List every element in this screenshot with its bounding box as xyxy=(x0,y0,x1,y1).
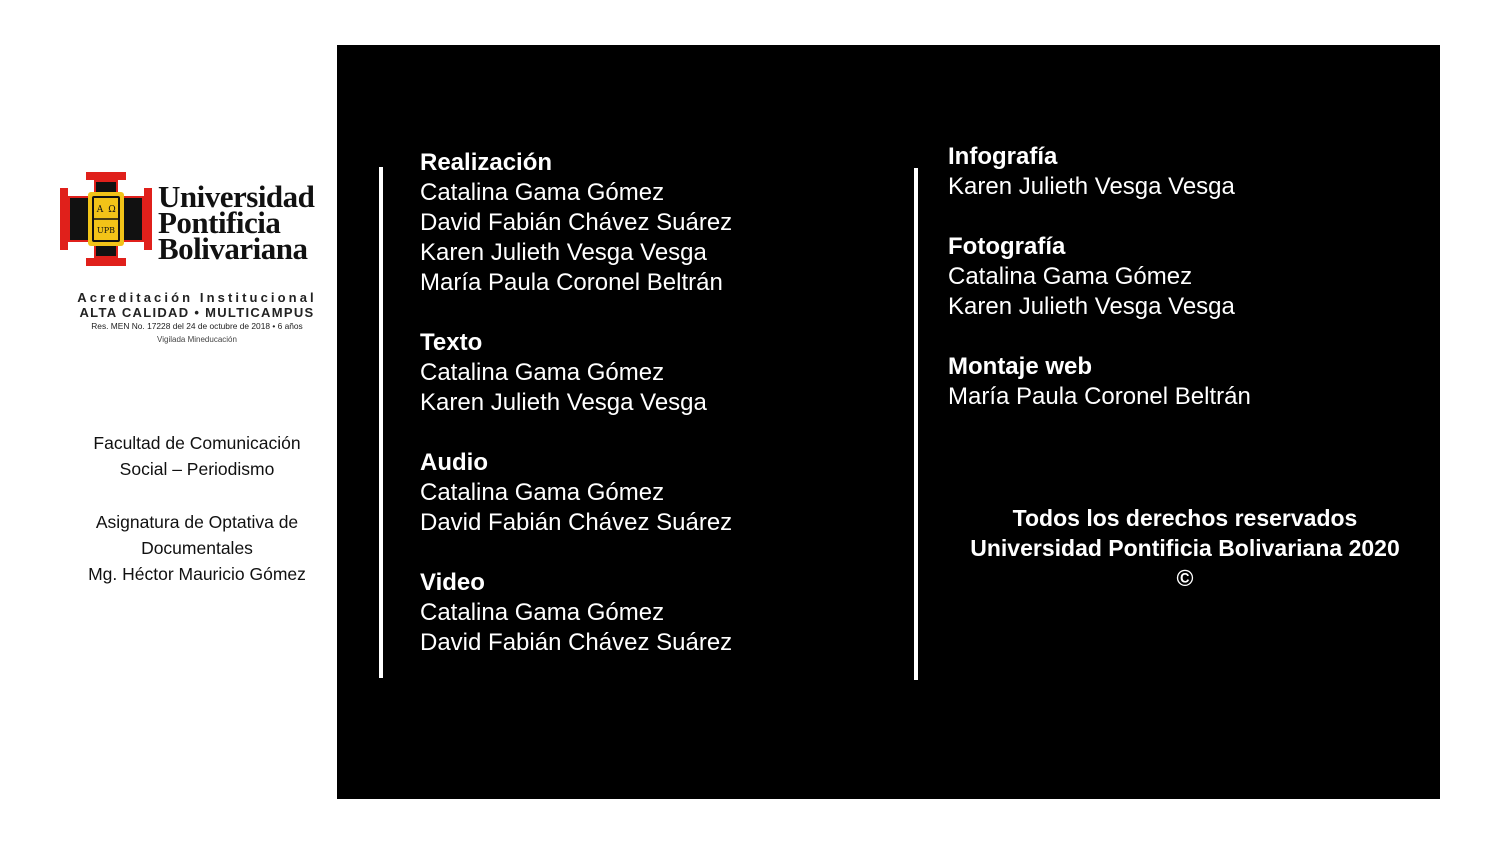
right-divider xyxy=(914,168,918,680)
faculty-line-2: Social – Periodismo xyxy=(119,459,275,479)
credit-name: María Paula Coronel Beltrán xyxy=(948,383,1251,410)
credits-right-column xyxy=(948,142,1251,442)
course-line-2: Documentales xyxy=(141,538,253,558)
credits-left-column xyxy=(420,148,732,688)
course-info xyxy=(48,430,346,587)
copyright-symbol: © xyxy=(1176,565,1194,591)
credit-section xyxy=(420,148,732,298)
rights-line-2: Universidad Pontificia Bolivariana 2020 xyxy=(970,535,1400,561)
credit-name: Catalina Gama Gómez xyxy=(420,179,665,206)
credit-section xyxy=(948,352,1251,412)
quality-text: ALTA CALIDAD • MULTICAMPUS xyxy=(79,305,315,320)
credit-name: Catalina Gama Gómez xyxy=(420,359,665,386)
credit-section xyxy=(420,568,732,658)
crest-alpha: Α xyxy=(96,205,104,215)
crest-upb: UPB xyxy=(96,226,116,235)
university-wordmark xyxy=(158,179,315,266)
wordmark-line-2: Pontificia xyxy=(158,205,281,240)
section-heading: Fotografía xyxy=(948,233,1066,260)
wordmark-line-1: Universidad xyxy=(158,179,315,214)
accreditation-block xyxy=(62,290,332,348)
section-heading: Realización xyxy=(420,149,553,176)
university-logo xyxy=(60,170,335,352)
section-heading: Montaje web xyxy=(948,353,1093,380)
accreditation-text: Acreditación Institucional xyxy=(77,290,317,305)
credit-section xyxy=(420,328,732,418)
credit-name: David Fabián Chávez Suárez xyxy=(420,629,733,656)
credit-name: Catalina Gama Gómez xyxy=(420,599,665,626)
section-heading: Texto xyxy=(420,329,483,356)
teacher-name: Mg. Héctor Mauricio Gómez xyxy=(88,564,306,584)
left-divider xyxy=(379,167,383,678)
credit-name: Karen Julieth Vesga Vesga xyxy=(948,173,1235,200)
credit-name: David Fabián Chávez Suárez xyxy=(420,509,733,536)
rights-line-1: Todos los derechos reservados xyxy=(1012,505,1358,531)
course-line-1: Asignatura de Optativa de xyxy=(95,512,299,532)
section-heading: Video xyxy=(420,569,485,596)
credit-name: Catalina Gama Gómez xyxy=(948,263,1193,290)
section-heading: Infografía xyxy=(948,143,1058,170)
credit-section xyxy=(948,142,1251,202)
rights-notice xyxy=(943,503,1427,593)
credits-panel xyxy=(337,45,1440,799)
resolution-text: Res. MEN No. 17228 del 24 de octubre de 2018 • 6 años xyxy=(91,321,303,331)
section-heading: Audio xyxy=(420,449,488,476)
credit-name: María Paula Coronel Beltrán xyxy=(420,269,723,296)
credit-name: David Fabián Chávez Suárez xyxy=(420,209,733,236)
oversight-text: Vigilada Mineducación xyxy=(157,335,237,344)
credit-name: Catalina Gama Gómez xyxy=(420,479,665,506)
credit-section xyxy=(420,448,732,538)
credit-name: Karen Julieth Vesga Vesga xyxy=(948,293,1235,320)
credit-name: Karen Julieth Vesga Vesga xyxy=(420,239,707,266)
faculty-line-1: Facultad de Comunicación xyxy=(93,433,301,453)
credit-name: Karen Julieth Vesga Vesga xyxy=(420,389,707,416)
credit-section xyxy=(948,232,1251,322)
crest-omega: Ω xyxy=(108,205,116,215)
wordmark-line-3: Bolivariana xyxy=(158,231,308,266)
upb-crest-icon xyxy=(60,170,152,268)
